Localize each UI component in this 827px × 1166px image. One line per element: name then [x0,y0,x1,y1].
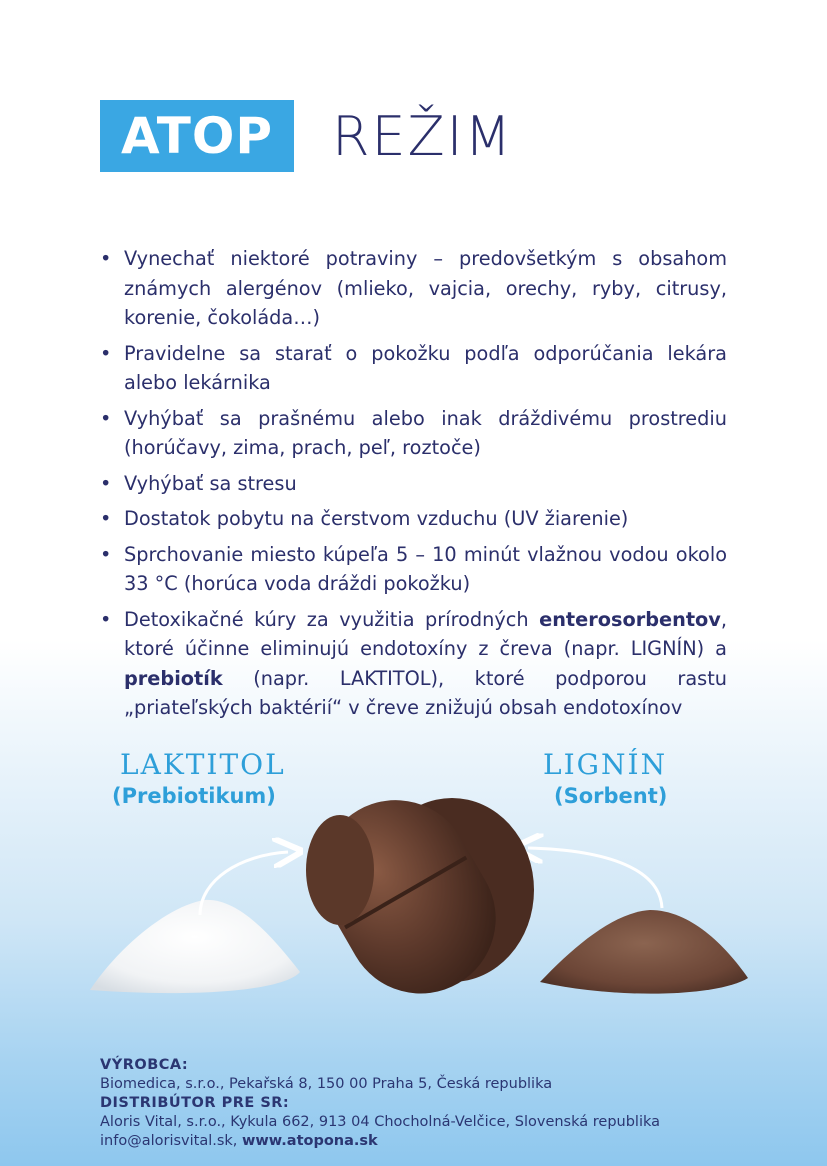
rule-item [100,605,727,723]
rule-text: Pravidelne sa starať o pokožku podľa odporúčania lekára alebo lekárnika [124,341,727,394]
rule-item [100,540,727,599]
bullet-icon: • [100,507,112,530]
bullet-icon: • [100,247,112,270]
bullet-icon: • [100,406,112,430]
distributor-address: Aloris Vital, s.r.o., Kykula 662, 913 04 Chocholná-Velčice, Slovenská republika [100,1114,660,1130]
rule-text: (napr. LAKTITOL), ktoré podporou rastu „priateľských baktérií“ v čreve znižujú obsah endotoxínov [124,666,727,719]
brand-text: ATOP [120,107,274,165]
rule-text: Vyhýbať sa stresu [124,471,297,495]
page-title: REŽIM [332,104,514,168]
sorbent-label: (Sorbent) [554,784,668,808]
distributor-heading: DISTRIBÚTOR PRE SR: [100,1095,290,1111]
lignin-label: LIGNÍN [543,748,668,781]
rule-item [100,244,727,333]
rule-item [100,469,727,499]
rules-list [100,244,727,729]
rule-item [100,504,727,534]
bullet-icon: • [100,341,112,365]
prebiotikum-label: (Prebiotikum) [112,784,276,808]
rule-text: Vyhýbať sa prašnému alebo inak dráždivému prostrediu (horúčavy, zima, prach, peľ, roztoče) [124,406,727,459]
rule-text: Dostatok pobytu na čerstvom vzduchu (UV žiarenie) [124,507,629,530]
rule-emphasis: enterosorbentov [539,607,721,631]
bullet-icon: • [100,542,112,566]
rule-emphasis: prebiotík [124,666,223,690]
page-header [100,100,513,172]
producer-heading: VÝROBCA: [100,1057,189,1073]
rule-text: Sprchovanie miesto kúpeľa 5 – 10 minút vlažnou vodou okolo 33 °C (horúca voda dráždi pokožku) [124,542,727,595]
producer-address: Biomedica, s.r.o., Pekařská 8, 150 00 Praha 5, Česká republika [100,1076,553,1092]
bullet-icon: • [100,471,112,495]
rule-item [100,404,727,463]
brown-powder-pile [540,910,748,994]
rule-text: Detoxikačné kúry za využitia prírodných [124,607,540,631]
right-arrow-icon [528,848,662,908]
footer [100,1056,760,1151]
white-powder-pile [90,900,300,993]
rule-text: Vynechať niektoré potraviny – predovšetkým s obsahom známych alergénov (mlieko, vajcia, orechy, ryby, citrusy, korenie, čokoláda…) [124,247,727,329]
email-link[interactable]: info@alorisvital.sk, [100,1133,238,1149]
contact-line [100,1132,760,1151]
laktitol-label: LAKTITOL [120,748,286,781]
bullet-icon: • [100,607,112,631]
website-link[interactable]: www.atopona.sk [242,1133,378,1149]
tablet-side [306,815,374,925]
rule-item [100,339,727,398]
rule-text: , ktoré účinne eliminujú endotoxíny z čreva (napr. LIGNÍN) a [124,607,727,660]
brand-logo [100,100,294,172]
